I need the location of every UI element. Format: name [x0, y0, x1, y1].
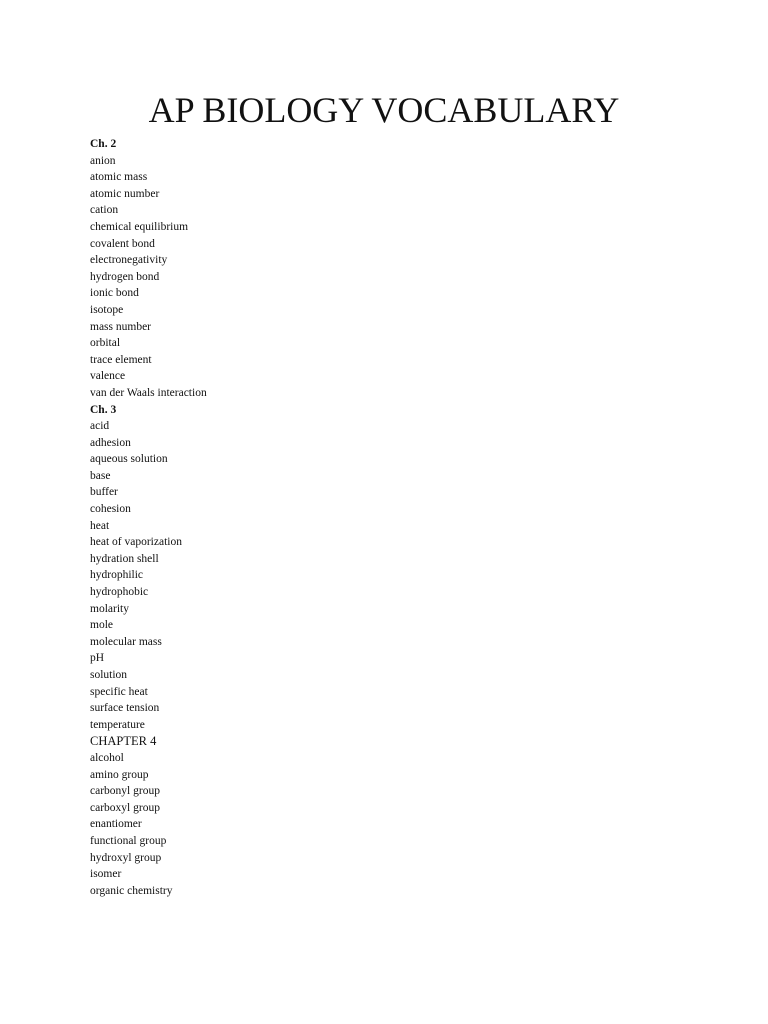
vocab-term: hydrogen bond	[90, 270, 160, 283]
vocab-term: amino group	[90, 768, 149, 781]
chapter-heading: Ch. 2	[90, 138, 117, 150]
page-title: AP BIOLOGY VOCABULARY	[148, 90, 620, 130]
vocab-term: hydrophilic	[90, 569, 144, 582]
vocab-term: acid	[90, 420, 110, 433]
vocab-term: molarity	[90, 602, 129, 615]
vocab-term: enantiomer	[90, 818, 142, 831]
vocab-term: atomic number	[90, 187, 160, 200]
vocab-term: covalent bond	[90, 237, 155, 250]
vocab-term: electronegativity	[90, 254, 168, 267]
vocab-term: heat	[90, 519, 110, 532]
vocab-term: cohesion	[90, 503, 131, 516]
vocab-term: pH	[90, 652, 105, 665]
vocab-term: organic chemistry	[90, 884, 173, 897]
vocab-term: hydroxyl group	[90, 851, 162, 864]
vocab-term: alcohol	[90, 751, 124, 764]
chapter-heading: Ch. 3	[90, 403, 117, 416]
vocab-term: molecular mass	[90, 635, 162, 648]
vocab-term: specific heat	[90, 685, 148, 698]
vocab-term: mole	[90, 619, 113, 632]
vocab-term: ionic bond	[90, 287, 139, 300]
chapter-heading: CHAPTER 4	[90, 734, 157, 749]
vocab-term: carbonyl group	[90, 785, 160, 798]
vocab-term: anion	[90, 154, 116, 167]
vocab-term: functional group	[90, 834, 167, 847]
vocab-term: buffer	[90, 486, 118, 499]
vocab-term: valence	[90, 370, 126, 383]
vocab-term: adhesion	[90, 436, 131, 449]
vocab-term: cation	[90, 204, 119, 217]
vocab-term: van der Waals interaction	[90, 386, 207, 399]
vocab-term: carboxyl group	[90, 801, 160, 814]
vocab-term: trace element	[90, 353, 152, 366]
vocab-term: orbital	[90, 337, 121, 350]
vocab-term: hydration shell	[90, 552, 159, 565]
vocab-term: chemical equilibrium	[90, 220, 189, 233]
vocab-term: hydrophobic	[90, 586, 149, 599]
vocab-term: base	[90, 469, 111, 482]
vocab-term: isotope	[90, 303, 124, 316]
vocab-term: solution	[90, 669, 128, 681]
vocabulary-list	[90, 136, 690, 899]
vocab-term: temperature	[90, 718, 145, 731]
vocab-term: surface tension	[90, 702, 160, 715]
vocab-term: aqueous solution	[90, 453, 168, 466]
vocab-term: isomer	[90, 868, 122, 881]
vocab-term: mass number	[90, 320, 152, 333]
vocab-term: heat of vaporization	[90, 536, 182, 549]
vocab-term: atomic mass	[90, 171, 148, 184]
